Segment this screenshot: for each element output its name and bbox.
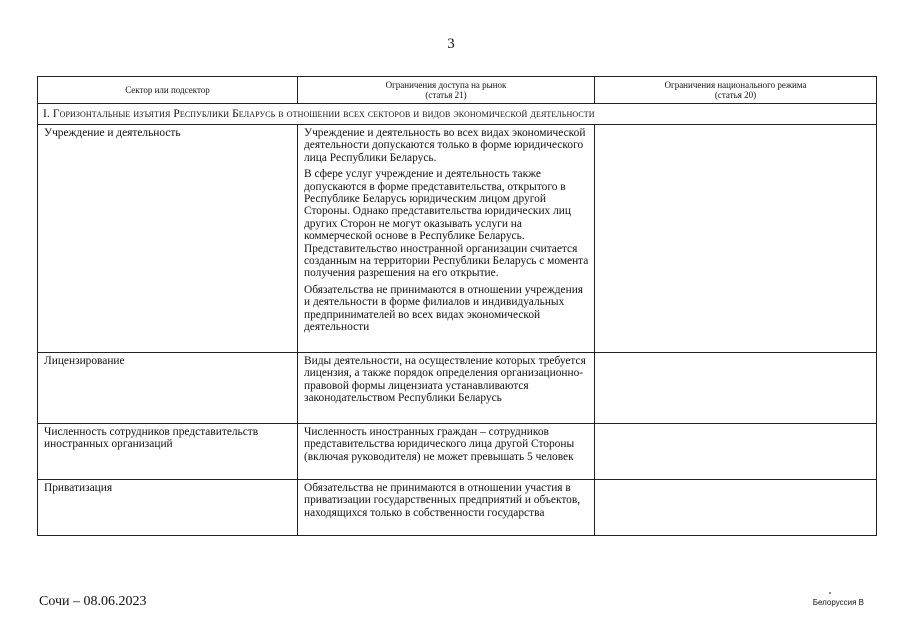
sector-cell: Лицензирование xyxy=(38,353,298,424)
section-title-row xyxy=(38,104,877,125)
table-row xyxy=(38,480,877,536)
table-header-row xyxy=(38,77,877,104)
market-access-cell xyxy=(298,424,595,480)
header-sector xyxy=(38,77,298,104)
national-treatment-cell xyxy=(595,125,877,353)
national-treatment-cell xyxy=(595,353,877,424)
market-access-paragraph: Обязательства не принимаются в отношении участия в приватизации государственных предприятий и объектов, находящихся только в собственности государства xyxy=(304,482,581,519)
footer-place-date: Сочи – 08.06.2023 xyxy=(39,594,147,609)
national-treatment-cell xyxy=(595,480,877,536)
market-access-paragraph: Виды деятельности, на осуществление которых требуется лицензия, а также порядок определения организационно-правовой формы лицензиата устанавливаются законодательством Республики Беларусь xyxy=(304,355,586,405)
national-treatment-cell xyxy=(595,424,877,480)
header-national-treatment xyxy=(595,77,877,104)
section-title xyxy=(38,104,877,125)
scan-dot xyxy=(829,592,831,594)
header-market-access-article: (статья 21) xyxy=(425,90,467,100)
market-access-paragraph: Обязательства не принимаются в отношении учреждения и деятельности в форме филиалов и индивидуальных предпринимателей во всех видах экономической деятельности xyxy=(304,283,584,334)
market-access-cell xyxy=(298,125,595,353)
header-market-access xyxy=(298,77,595,104)
header-market-access-title: Ограничения доступа на рынок xyxy=(385,80,507,90)
market-access-paragraph: В сфере услуг учреждение и деятельность также допускаются в форме представительства, открытого в Республике Беларусь юридическим лицом другой Стороны. Однако представительства юридических лиц других Сторон не могут оказывать услуги на коммерческой основе в Республике Беларусь. Представительство иностранной организации считается созданным на территории Республики Беларусь с момента получения разрешения на его открытие. xyxy=(304,168,589,280)
footer-document-code: Белоруссия В xyxy=(812,598,864,607)
sector-cell: Численность сотрудников представительств иностранных организаций xyxy=(38,424,298,480)
commitments-table xyxy=(37,76,877,536)
market-access-cell xyxy=(298,353,595,424)
header-national-treatment-title: Ограничения национального режима xyxy=(664,80,807,90)
table-row xyxy=(38,125,877,353)
header-national-treatment-article: (статья 20) xyxy=(714,90,757,100)
market-access-paragraph: Численность иностранных граждан – сотрудников представительства юридического лица другой Стороны (включая руководителя) не может превышать 5 человек xyxy=(304,426,575,463)
page-number: 3 xyxy=(447,36,455,52)
sector-cell: Учреждение и деятельность xyxy=(38,125,298,353)
section-title-text: I. Горизонтальные изъятия Республики Беларусь в отношении всех секторов и видов экономической деятельности xyxy=(43,108,595,120)
market-access-cell xyxy=(298,480,595,536)
market-access-paragraph: Учреждение и деятельность во всех видах экономической деятельности допускаются только в форме юридического лица Республики Беларусь. xyxy=(304,127,586,164)
table-row xyxy=(38,353,877,424)
sector-cell: Приватизация xyxy=(38,480,298,536)
header-sector-label: Сектор или подсектор xyxy=(125,85,210,95)
table-row xyxy=(38,424,877,480)
